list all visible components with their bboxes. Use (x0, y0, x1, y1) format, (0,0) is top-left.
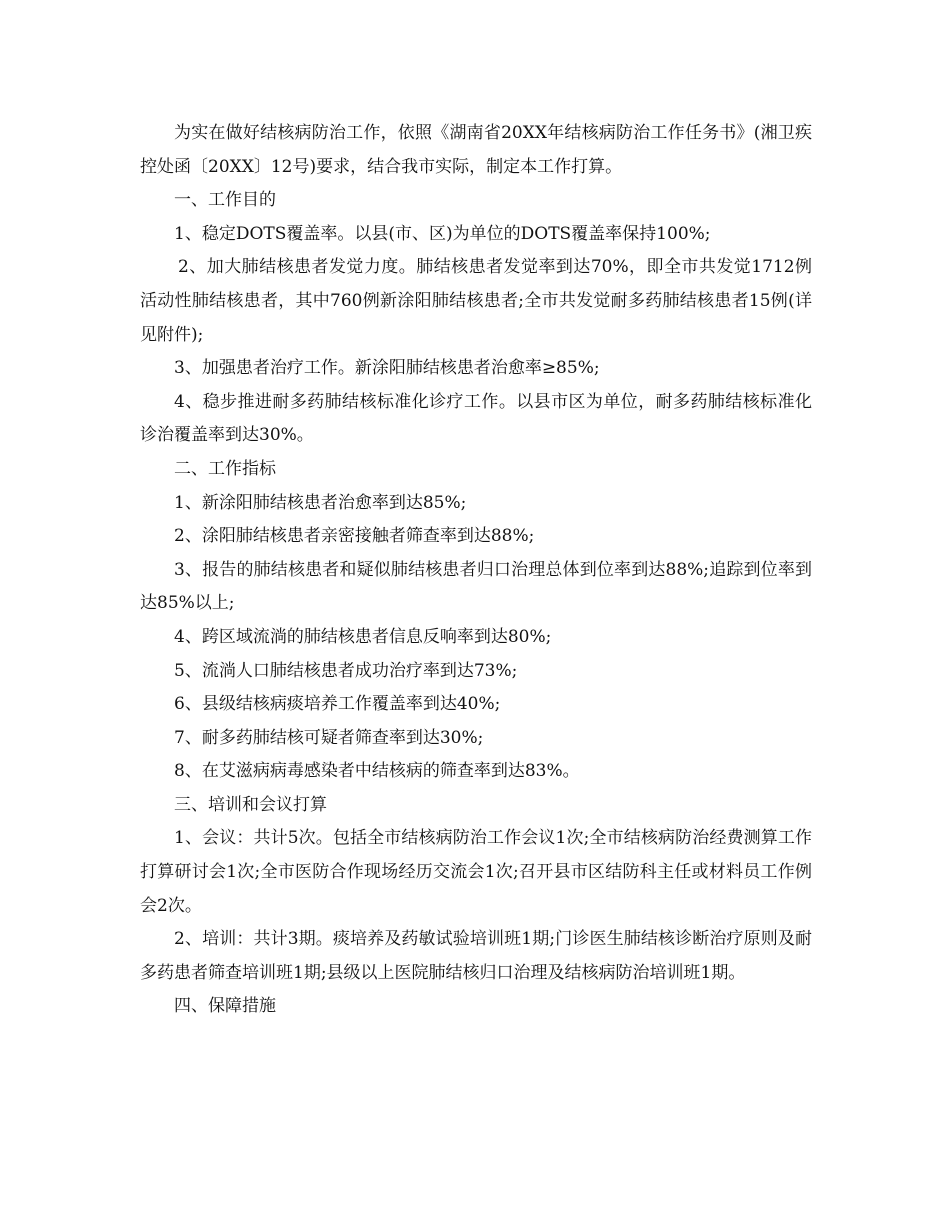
indicator-item-4: 4、跨区域流淌的肺结核患者信息反响率到达80%; (174, 626, 552, 647)
indicator-item-1: 1、新涂阳肺结核患者治愈率到达85%; (174, 492, 467, 513)
indicator-item-7: 7、耐多药肺结核可疑者筛查率到达30%; (174, 727, 484, 748)
section-heading-goals: 一、工作目的 (174, 190, 276, 211)
goal-item-2: 2、加大肺结核患者发觉力度。肺结核患者发觉率到达70%，即全市共发觉1712例活动性肺结核患者，其中760例新涂阳肺结核患者;全市共发觉耐多药肺结核患者15例(详见附件); (140, 257, 812, 345)
section-heading-training: 三、培训和会议打算 (174, 794, 327, 815)
indicator-item-5: 5、流淌人口肺结核患者成功治疗率到达73%; (174, 660, 518, 681)
indicator-item-3: 3、报告的肺结核患者和疑似肺结核患者归口治理总体到位率到达88%;追踪到位率到达85%以上; (140, 559, 812, 614)
section-heading-indicators: 二、工作指标 (174, 458, 276, 479)
indicator-item-6: 6、县级结核病痰培养工作覆盖率到达40%; (174, 694, 501, 715)
intro-paragraph: 为实在做好结核病防治工作，依照《湖南省20XX年结核病防治工作任务书》(湘卫疾控处函〔20XX〕12号)要求，结合我市实际，制定本工作打算。 (140, 123, 812, 177)
indicator-item-2: 2、涂阳肺结核患者亲密接触者筛查率到达88%; (174, 526, 535, 547)
section-heading-safeguards: 四、保障措施 (174, 996, 276, 1017)
goal-item-1: 1、稳定DOTS覆盖率。以县(市、区)为单位的DOTS覆盖率保持100%; (174, 223, 711, 244)
training-item-meetings: 1、会议：共计5次。包括全市结核病防治工作会议1次;全市结核病防治经费测算工作打算研讨会1次;全市医防合作现场经历交流会1次;召开县市区结防科主任或材料员工作例会2次。 (140, 828, 812, 916)
training-item-courses: 2、培训：共计3期。痰培养及药敏试验培训班1期;门诊医生肺结核诊断治疗原则及耐多药患者筛查培训班1期;县级以上医院肺结核归口治理及结核病防治培训班1期。 (140, 929, 812, 983)
goal-item-3: 3、加强患者治疗工作。新涂阳肺结核患者治愈率≥85%; (174, 358, 600, 379)
document-body (140, 117, 812, 1024)
goal-item-4: 4、稳步推进耐多药肺结核标准化诊疗工作。以县市区为单位，耐多药肺结核标准化诊治覆盖率到达30%。 (140, 391, 812, 446)
indicator-item-8: 8、在艾滋病病毒感染者中结核病的筛查率到达83%。 (174, 761, 580, 782)
